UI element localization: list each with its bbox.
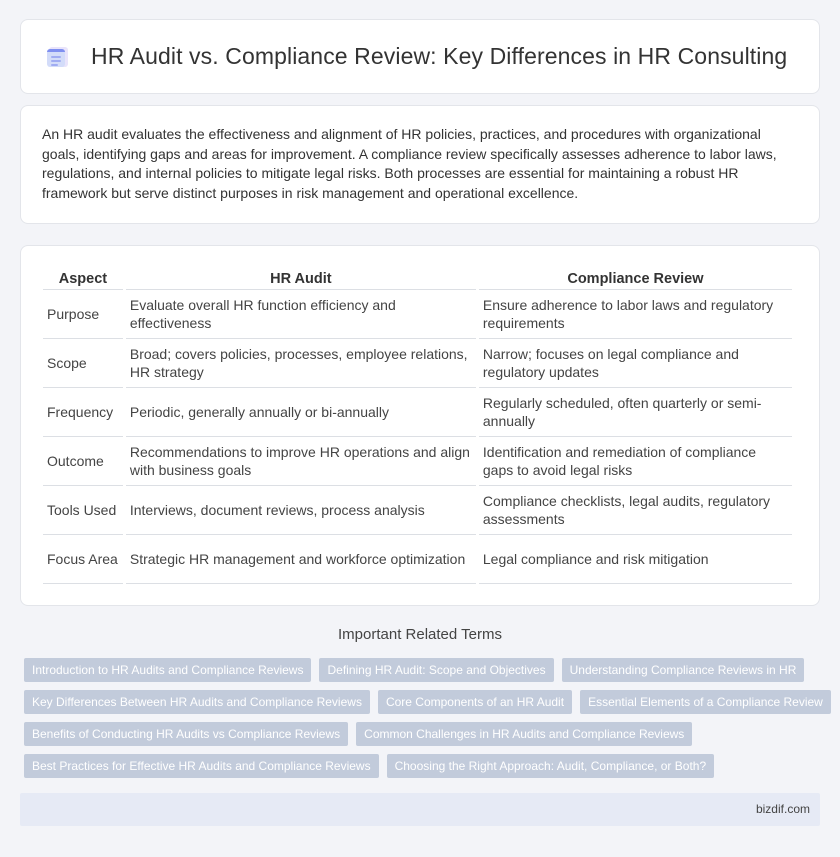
footer-site-link[interactable]: bizdif.com [755,802,810,816]
related-term-tag[interactable]: Introduction to HR Audits and Compliance Reviews [24,658,311,682]
related-term-tag[interactable]: Best Practices for Effective HR Audits and Compliance Reviews [24,754,379,778]
row-compliance-review: Legal compliance and risk mitigation [479,535,792,584]
related-term-tag[interactable]: Common Challenges in HR Audits and Compliance Reviews [356,722,692,746]
row-compliance-review: Regularly scheduled, often quarterly or semi-annually [479,388,792,437]
table-header-row [43,266,792,290]
related-terms-tags [24,658,824,786]
comparison-table-card [20,245,820,606]
table-row [43,388,792,437]
row-compliance-review: Ensure adherence to labor laws and regulatory requirements [479,290,792,339]
row-aspect: Outcome [43,437,123,486]
row-aspect: Focus Area [43,535,123,584]
page-title: HR Audit vs. Compliance Review: Key Differences in HR Consulting [91,43,788,69]
column-header-compliance-review: Compliance Review [479,266,792,290]
related-term-tag[interactable]: Choosing the Right Approach: Audit, Compliance, or Both? [387,754,715,778]
table-row [43,486,792,535]
row-hr-audit: Evaluate overall HR function efficiency and effectiveness [126,290,476,339]
row-aspect: Purpose [43,290,123,339]
row-hr-audit: Broad; covers policies, processes, employee relations, HR strategy [126,339,476,388]
table-row [43,290,792,339]
row-compliance-review: Narrow; focuses on legal compliance and regulatory updates [479,339,792,388]
row-compliance-review: Compliance checklists, legal audits, regulatory assessments [479,486,792,535]
related-term-tag[interactable]: Understanding Compliance Reviews in HR [562,658,805,682]
row-hr-audit: Interviews, document reviews, process analysis [126,486,476,535]
row-hr-audit: Strategic HR management and workforce optimization [126,535,476,584]
row-aspect: Frequency [43,388,123,437]
related-terms-title: Important Related Terms [338,626,502,643]
row-hr-audit: Recommendations to improve HR operations and align with business goals [126,437,476,486]
footer-bar [20,793,820,826]
related-term-tag[interactable]: Core Components of an HR Audit [378,690,572,714]
row-compliance-review: Identification and remediation of compliance gaps to avoid legal risks [479,437,792,486]
comparison-table [40,266,795,584]
related-term-tag[interactable]: Key Differences Between HR Audits and Compliance Reviews [24,690,370,714]
column-header-aspect: Aspect [43,266,123,290]
table-row [43,535,792,584]
row-aspect: Scope [43,339,123,388]
related-term-tag[interactable]: Defining HR Audit: Scope and Objectives [319,658,553,682]
table-row [43,437,792,486]
table-row [43,339,792,388]
intro-paragraph: An HR audit evaluates the effectiveness and alignment of HR policies, practices, and procedures with organizational goals, identifying gaps and areas for improvement. A compliance review specifically assesses adherence to labor laws, regulations, and internal policies to mitigate legal risks. Both processes are essential for maintaining a robust HR framework but serve distinct purposes in risk management and operational excellence. [42,126,777,201]
header-card [20,19,820,94]
row-hr-audit: Periodic, generally annually or bi-annually [126,388,476,437]
row-aspect: Tools Used [43,486,123,535]
intro-card [20,105,820,224]
related-term-tag[interactable]: Essential Elements of a Compliance Review [580,690,831,714]
column-header-hr-audit: HR Audit [126,266,476,290]
related-term-tag[interactable]: Benefits of Conducting HR Audits vs Compliance Reviews [24,722,348,746]
document-icon [47,46,69,68]
